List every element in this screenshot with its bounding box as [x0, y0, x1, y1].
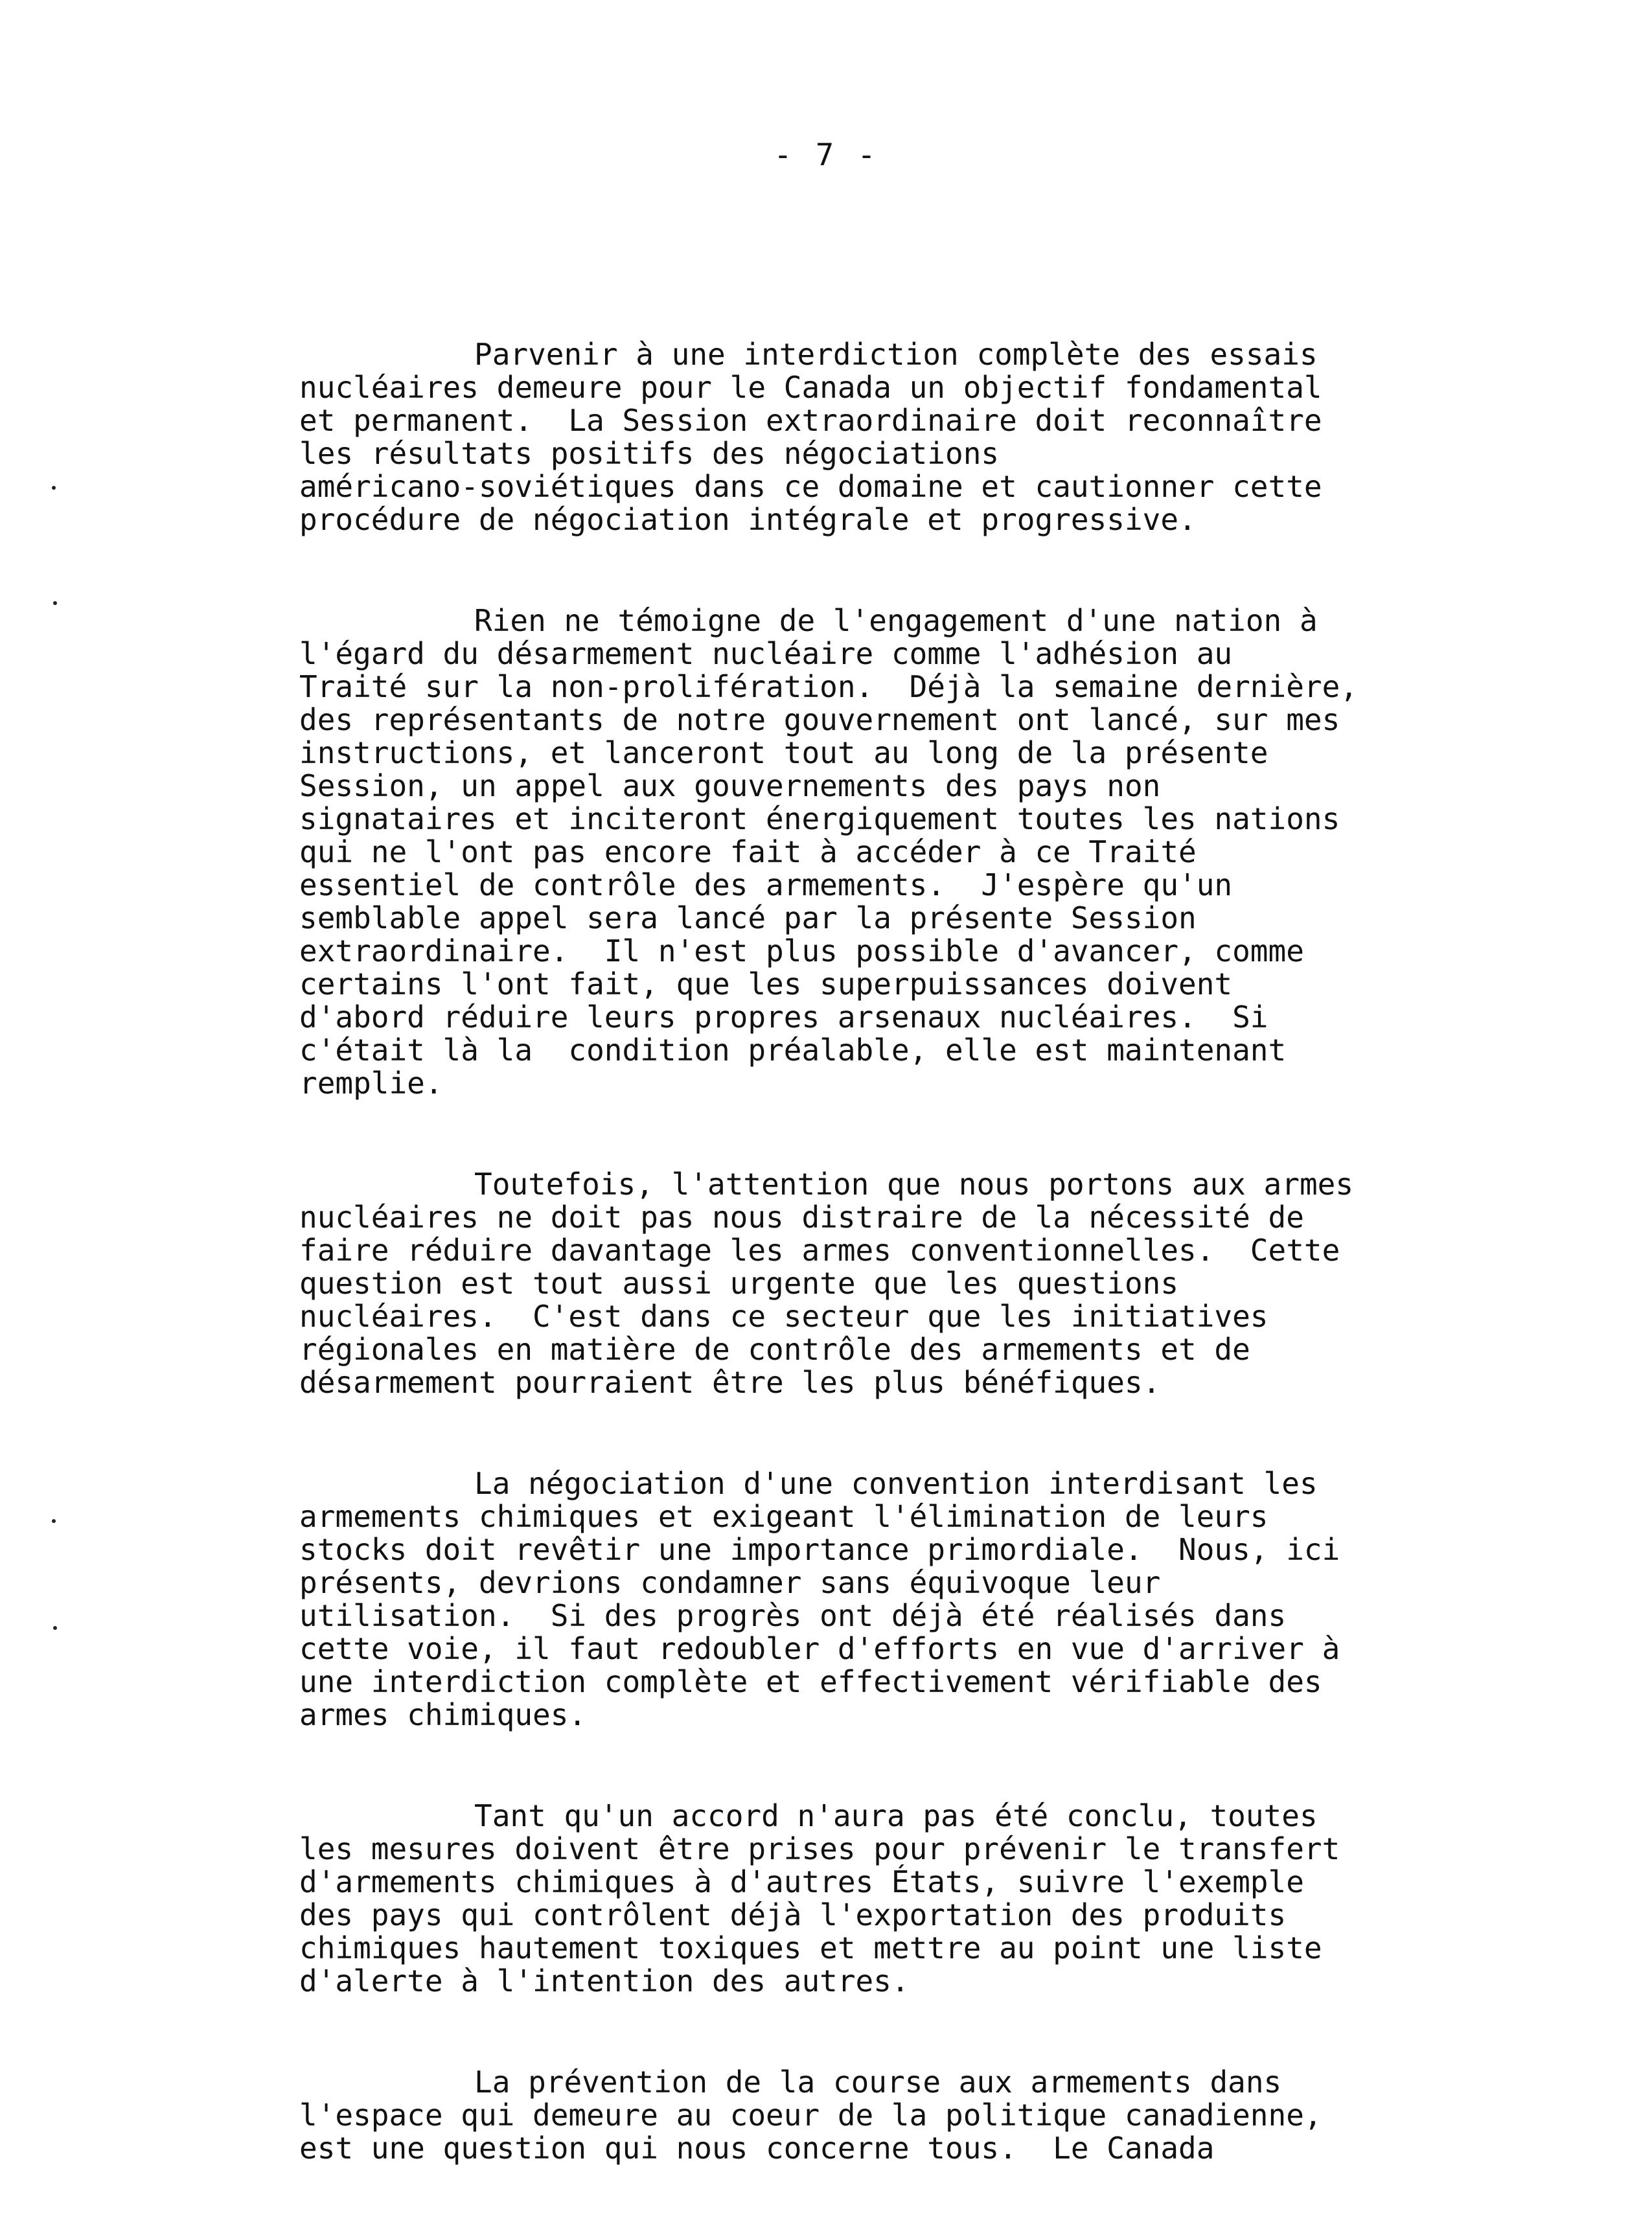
scan-speck — [52, 486, 56, 490]
text-line: Tant qu'un accord n'aura pas été conclu, toutes — [474, 1798, 1318, 1833]
text-line: Toutefois, l'attention que nous portons aux armes — [474, 1167, 1354, 1202]
text-line: La négociation d'une convention interdisant les — [474, 1466, 1318, 1501]
paragraph-2 — [299, 604, 1440, 1100]
text-line: extraordinaire. Il n'est plus possible d'avancer, comme — [299, 933, 1304, 968]
text-line: d'alerte à l'intention des autres. — [299, 1964, 910, 1998]
scan-speck — [52, 1519, 56, 1523]
text-line: des représentants de notre gouvernement ont lancé, sur mes — [299, 702, 1340, 737]
text-line: question est tout aussi urgente que les questions — [299, 1266, 1179, 1301]
text-line: certains l'ont fait, que les superpuissances doivent — [299, 967, 1233, 1002]
text-line: l'égard du désarmement nucléaire comme l'adhésion au — [299, 636, 1233, 671]
text-line: qui ne l'ont pas encore fait à accéder à ce Traité — [299, 834, 1197, 869]
text-line: nucléaires ne doit pas nous distraire de la nécessité de — [299, 1200, 1304, 1235]
text-line: remplie. — [299, 1066, 443, 1101]
paragraph-5 — [299, 1800, 1440, 1998]
text-line: désarmement pourraient être les plus bénéfiques. — [299, 1365, 1161, 1400]
text-line: procédure de négociation intégrale et progressive. — [299, 502, 1197, 537]
text-line: faire réduire davantage les armes conventionnelles. Cette — [299, 1233, 1340, 1268]
page-number: - 7 - — [774, 137, 878, 173]
text-line: d'armements chimiques à d'autres États, suivre l'exemple — [299, 1864, 1304, 1899]
text-line: La prévention de la course aux armements dans — [474, 2065, 1282, 2100]
text-line: armements chimiques et exigeant l'élimination de leurs — [299, 1499, 1268, 1534]
scan-speck — [53, 1626, 57, 1630]
text-line: et permanent. La Session extraordinaire doit reconnaître — [299, 403, 1322, 438]
text-line: l'espace qui demeure au coeur de la politique canadienne, — [299, 2098, 1322, 2133]
text-line: des pays qui contrôlent déjà l'exportation des produits — [299, 1897, 1287, 1932]
text-line: Rien ne témoigne de l'engagement d'une nation à — [474, 603, 1318, 638]
text-line: Traité sur la non-prolifération. Déjà la semaine dernière, — [299, 669, 1358, 704]
paragraph-1 — [299, 338, 1440, 536]
text-line: d'abord réduire leurs propres arsenaux nucléaires. Si — [299, 1000, 1268, 1035]
text-line: instructions, et lanceront tout au long de la présente — [299, 735, 1268, 770]
text-line: les résultats positifs des négociations — [299, 436, 1000, 471]
text-line: cette voie, il faut redoubler d'efforts en vue d'arriver à — [299, 1631, 1340, 1666]
text-line: nucléaires. C'est dans ce secteur que les initiatives — [299, 1299, 1268, 1334]
text-line: nucléaires demeure pour le Canada un objectif fondamental — [299, 370, 1322, 405]
text-line: est une question qui nous concerne tous. Le Canada — [299, 2131, 1215, 2166]
text-line: utilisation. Si des progrès ont déjà été réalisés dans — [299, 1598, 1287, 1633]
paragraph-4 — [299, 1467, 1440, 1732]
text-line: c'était là la condition préalable, elle est maintenant — [299, 1033, 1287, 1068]
text-line: Session, un appel aux gouvernements des pays non — [299, 768, 1161, 803]
paragraph-3 — [299, 1168, 1440, 1399]
paragraph-6 — [299, 2066, 1440, 2165]
text-line: Parvenir à une interdiction complète des essais — [474, 337, 1318, 372]
text-line: stocks doit revêtir une importance primordiale. Nous, ici — [299, 1532, 1340, 1567]
text-line: une interdiction complète et effectivement vérifiable des — [299, 1664, 1322, 1699]
text-line: chimiques hautement toxiques et mettre au point une liste — [299, 1930, 1322, 1965]
scan-speck — [53, 601, 57, 605]
text-line: présents, devrions condamner sans équivoque leur — [299, 1565, 1161, 1600]
text-line: signataires et inciteront énergiquement toutes les nations — [299, 801, 1340, 836]
text-line: essentiel de contrôle des armements. J'espère qu'un — [299, 867, 1233, 902]
text-line: régionales en matière de contrôle des armements et de — [299, 1332, 1250, 1367]
text-line: armes chimiques. — [299, 1697, 587, 1732]
text-line: les mesures doivent être prises pour prévenir le transfert — [299, 1831, 1340, 1866]
text-line: semblable appel sera lancé par la présente Session — [299, 900, 1197, 935]
document-body — [299, 338, 1440, 2233]
text-line: américano-soviétiques dans ce domaine et cautionner cette — [299, 469, 1322, 504]
